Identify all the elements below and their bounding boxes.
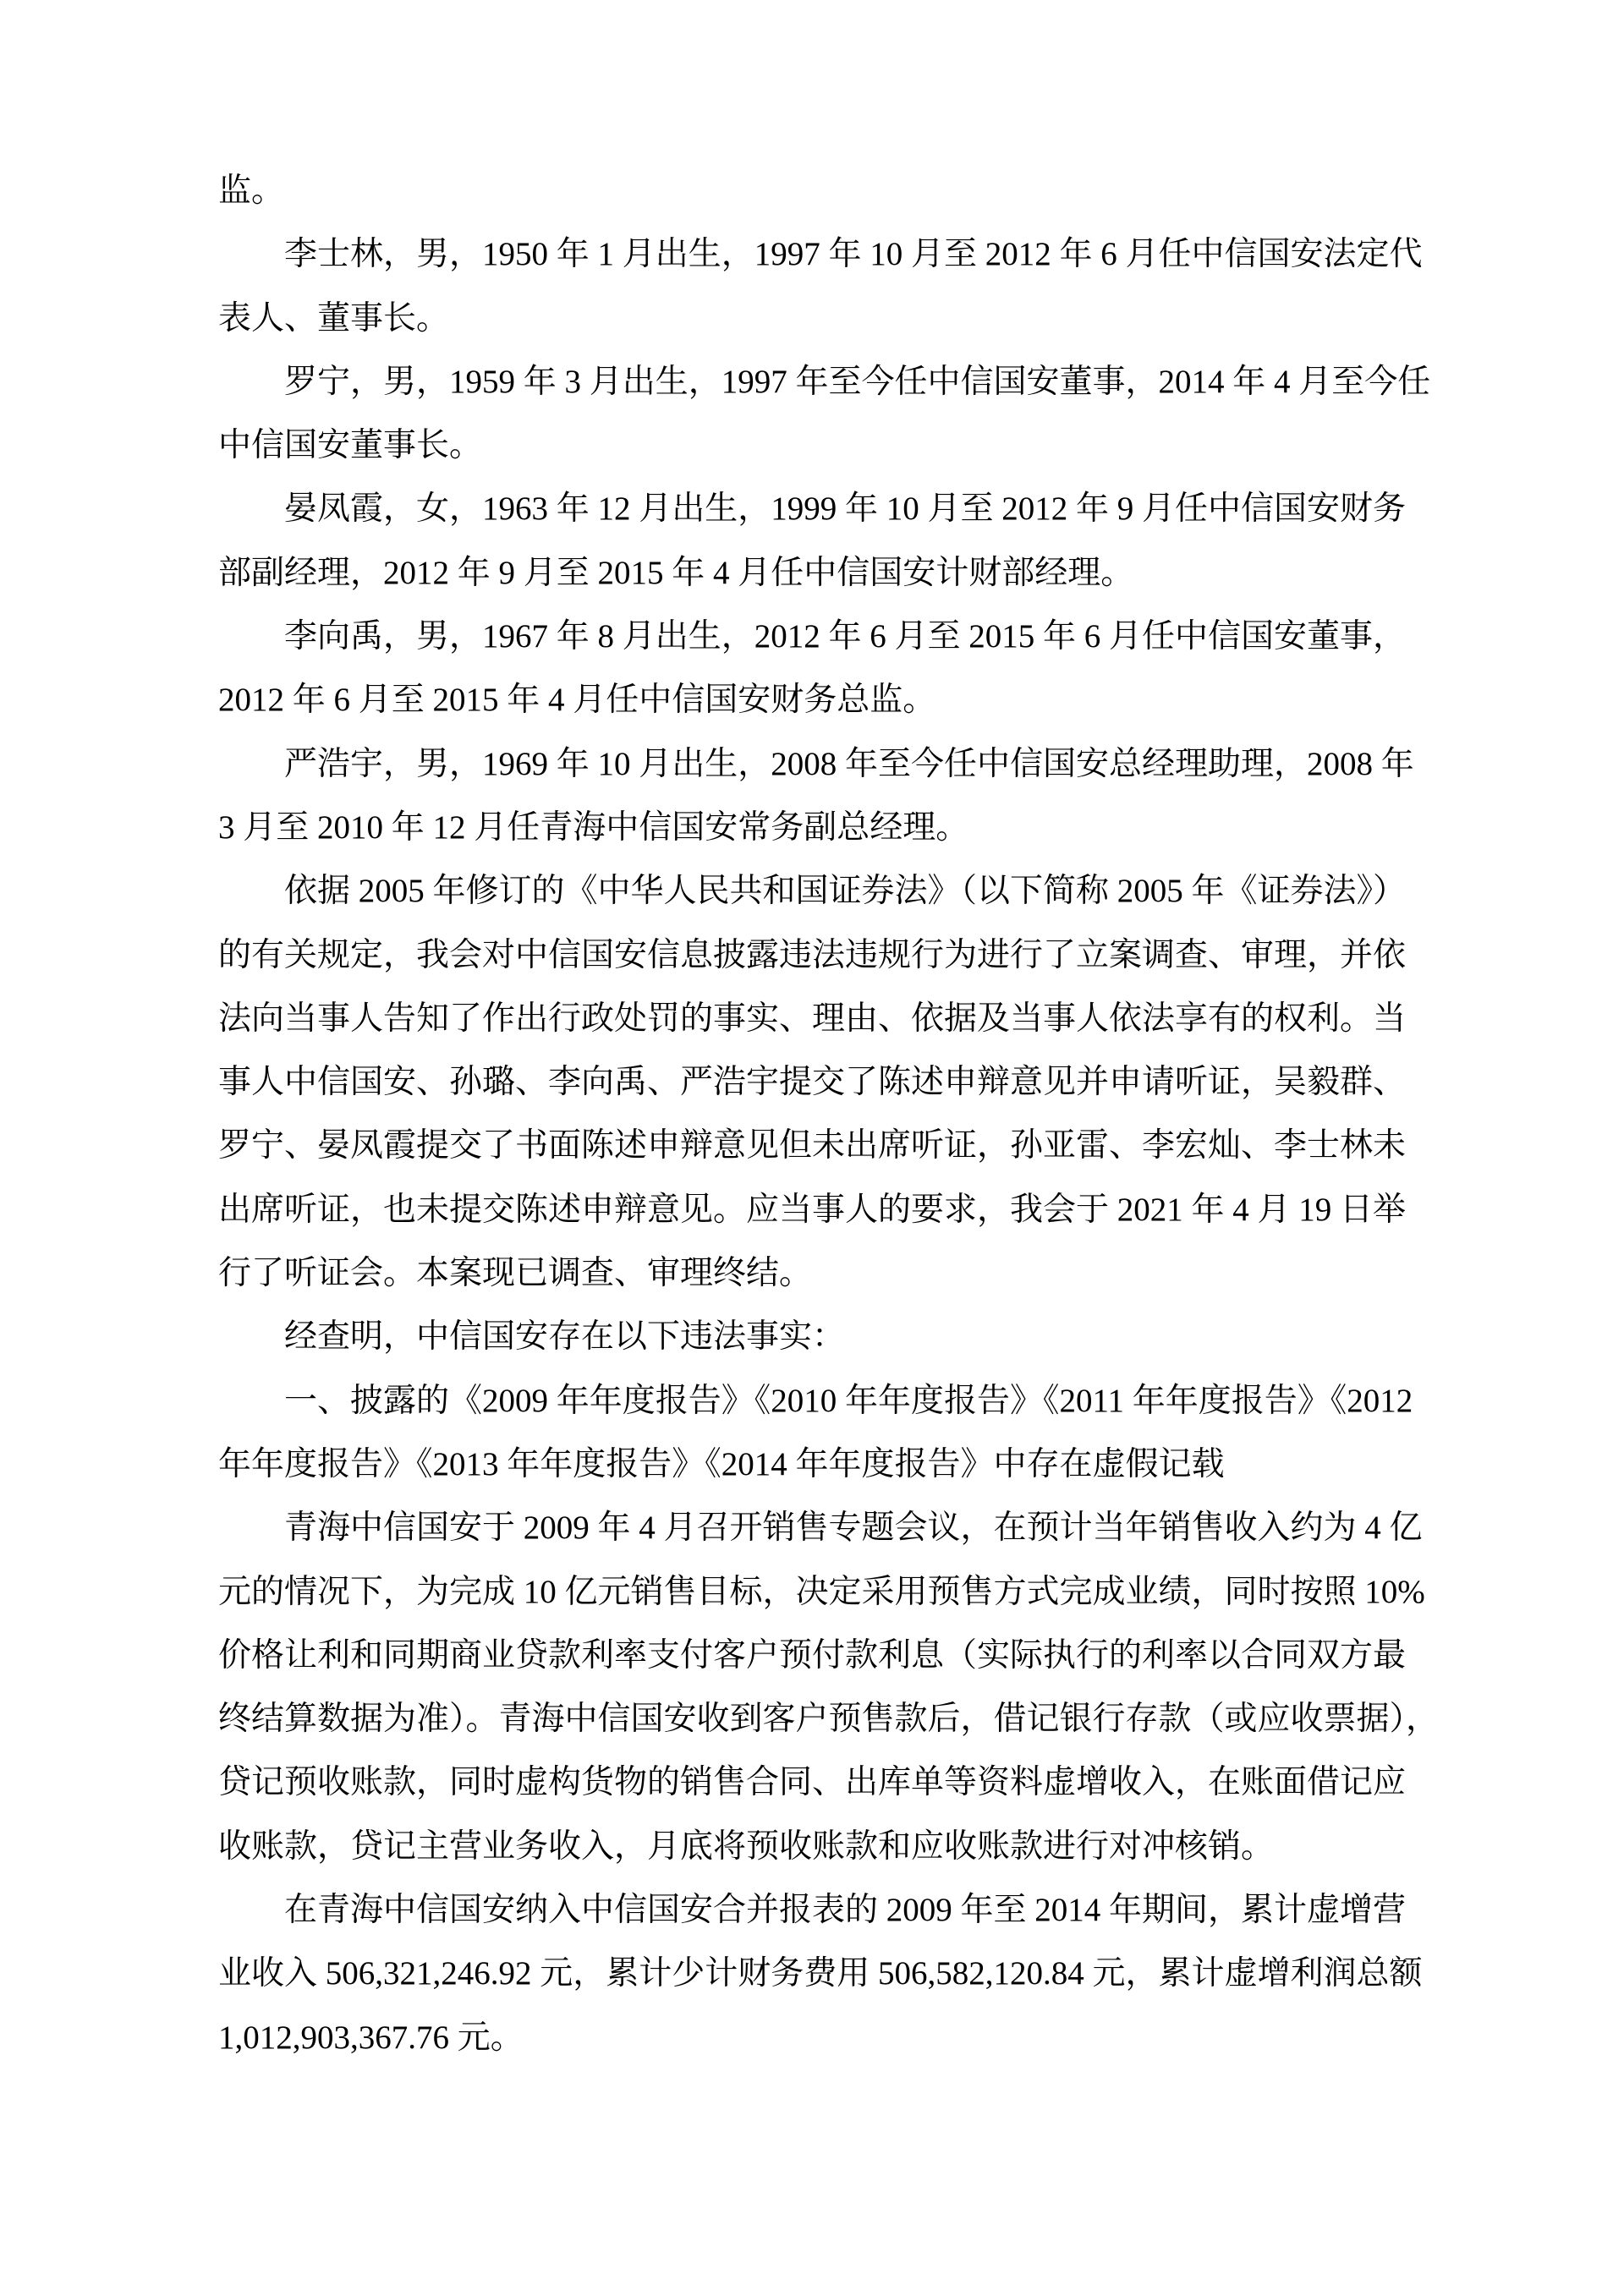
text-line: 贷记预收账款，同时虚构货物的销售合同、出库单等资料虚增收入，在账面借记应 [218,1764,1407,1801]
paragraph-bio-li-xiangyu [218,605,1406,732]
text-line: 出席听证，也未提交陈述申辩意见。应当事人的要求，我会于 2021 年 4 月 19 日举 [218,1191,1407,1228]
text-line: 部副经理，2012 年 9 月至 2015 年 4 月任中信国安计财部经理。 [218,554,1134,591]
text-line: 收账款，贷记主营业务收入，月底将预收账款和应收账款进行对冲核销。 [218,1827,1275,1865]
paragraph-procedure [218,859,1406,1305]
paragraph-bio-yan-haoyu [218,732,1414,860]
text-line: 法向当事人告知了作出行政处罚的事实、理由、依据及当事人依法享有的权利。当 [218,1000,1407,1037]
text-line: 终结算数据为准）。青海中信国安收到客户预售款后，借记银行存款（或应收票据）， [218,1701,1440,1738]
text-line: 事人中信国安、孙璐、李向禹、严浩宇提交了陈述申辩意见并申请听证，吴毅群、 [218,1064,1407,1101]
paragraph-continuation [218,159,1406,222]
paragraph-bio-luo-ning [218,350,1431,478]
text-line: 行了听证会。本案现已调查、审理终结。 [218,1255,813,1292]
text-line: 的有关规定，我会对中信国安信息披露违法违规行为进行了立案调查、审理，并依 [218,936,1407,973]
text-line: 年年度报告》《2013 年年度报告》《2014 年年度报告》中存在虚假记载 [218,1445,1225,1482]
text-line: 罗宁，男，1959 年 3 月出生，1997 年至今任中信国安董事，2014 年 4 月至今任 [284,363,1431,400]
paragraph-findings-intro [218,1305,1406,1368]
text-line: 中信国安董事长。 [218,427,483,464]
text-line: 罗宁、晏凤霞提交了书面陈述申辩意见但未出席听证，孙亚雷、李宏灿、李士林未 [218,1127,1407,1164]
text-line: 李向禹，男，1967 年 8 月出生，2012 年 6 月至 2015 年 6 月任中信国安董事， [284,618,1407,655]
text-line: 1,012,903,367.76 元。 [218,2019,524,2056]
text-line: 元的情况下，为完成 10 亿元销售目标，决定采用预售方式完成业绩，同时按照 10% [218,1573,1425,1610]
text-line: 依据 2005 年修订的《中华人民共和国证券法》（以下简称 2005 年《证券法》） [284,873,1407,910]
text-line: 在青海中信国安纳入中信国安合并报表的 2009 年至 2014 年期间，累计虚增营 [284,1892,1407,1929]
text-line: 3 月至 2010 年 12 月任青海中信国安常务副总经理。 [218,808,969,846]
text-line: 经查明，中信国安存在以下违法事实： [284,1318,846,1356]
document-body [218,159,1440,2069]
section-heading-1 [218,1369,1413,1497]
text-line: 监。 [218,173,285,209]
text-line: 价格让利和同期商业贷款利率支付客户预付款利息（实际执行的利率以合同双方最 [218,1636,1407,1674]
paragraph-bio-li-shilin [218,222,1423,350]
text-line: 业收入 506,321,246.92 元，累计少计财务费用 506,582,120.84 元，累计虚增利润总额 [218,1955,1423,1992]
text-line: 2012 年 6 月至 2015 年 4 月任中信国安财务总监。 [218,682,936,719]
text-line: 严浩宇，男，1969 年 10 月出生，2008 年至今任中信国安总经理助理，2008 年 [284,745,1414,782]
text-line: 李士林，男，1950 年 1 月出生，1997 年 10 月至 2012 年 6 月任中信国安法定代 [284,236,1423,273]
text-line: 晏凤霞，女，1963 年 12 月出生，1999 年 10 月至 2012 年 9 月任中信国安财务 [284,490,1407,528]
text-line: 表人、董事长。 [218,299,450,337]
paragraph-bio-yan-fengxia [218,477,1406,605]
text-line: 青海中信国安于 2009 年 4 月召开销售专题会议，在预计当年销售收入约为 4 亿 [284,1510,1423,1547]
paragraph-totals [218,1878,1423,2069]
paragraph-presale-scheme [218,1496,1440,1878]
text-line: 一、披露的《2009 年年度报告》《2010 年年度报告》《2011 年年度报告》《2012 [284,1382,1413,1419]
